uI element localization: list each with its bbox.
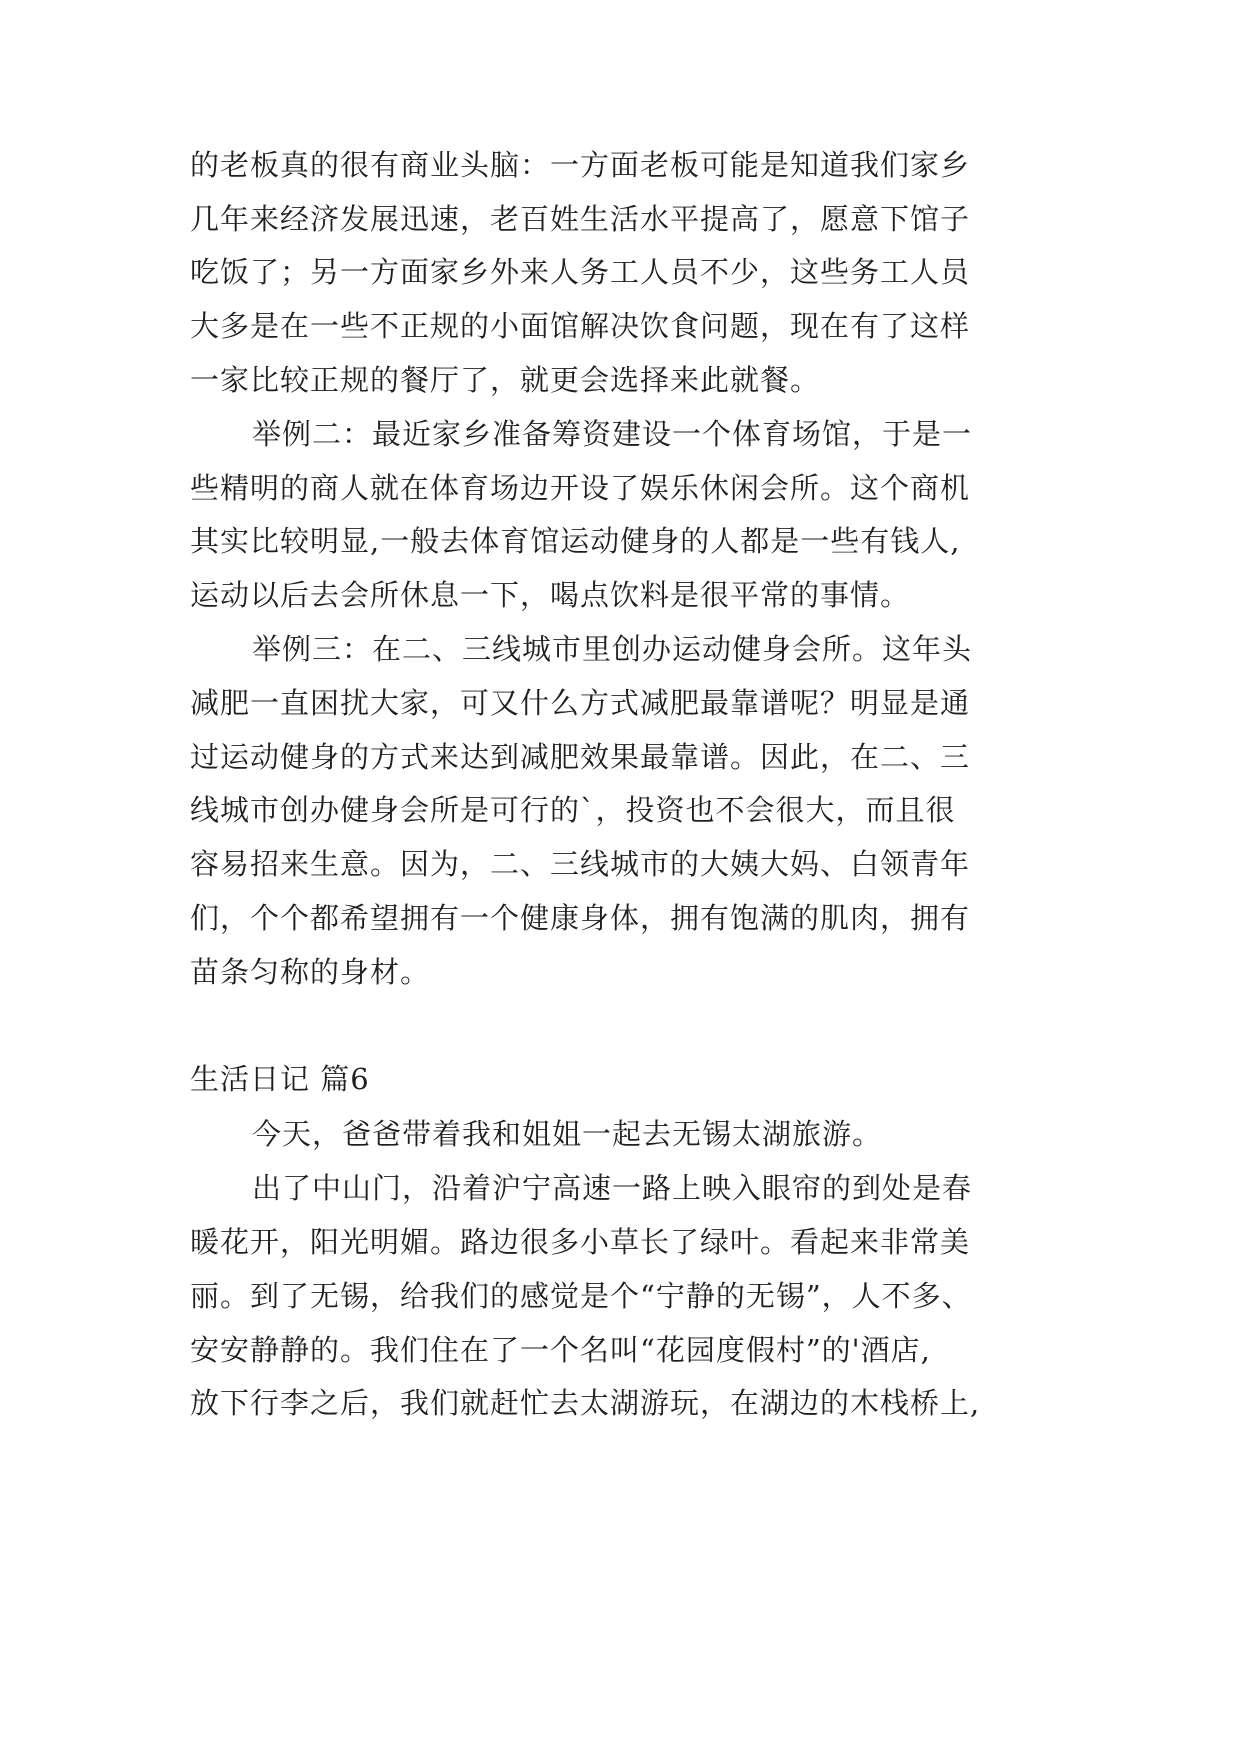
paragraph-line: 线城市创办健身会所是可行的`，投资也不会很大，而且很	[190, 793, 956, 827]
paragraph-line: 一家比较正规的餐厅了，就更会选择来此就餐。	[190, 363, 821, 397]
paragraph-line: 丽。到了无锡，给我们的感觉是个“宁静的无锡”，人不多、	[190, 1279, 972, 1313]
section-heading: 生活日记 篇6	[190, 1062, 370, 1096]
paragraph-line: 出了中山门，沿着沪宁高速一路上映入眼帘的到处是春	[252, 1171, 973, 1205]
paragraph-line: 们，个个都希望拥有一个健康身体，拥有饱满的肌肉，拥有	[190, 901, 971, 935]
paragraph-line: 大多是在一些不正规的小面馆解决饮食问题，现在有了这样	[190, 309, 971, 343]
paragraph-line: 运动以后去会所休息一下，喝点饮料是很平常的事情。	[190, 578, 911, 612]
paragraph-line: 暖花开，阳光明媚。路边很多小草长了绿叶。看起来非常美	[190, 1225, 971, 1259]
paragraph-line: 其实比较明显,一般去体育馆运动健身的人都是一些有钱人,	[190, 524, 961, 558]
paragraph-line: 吃饭了；另一方面家乡外来人务工人员不少，这些务工人员	[190, 255, 971, 289]
paragraph-line: 几年来经济发展迅速，老百姓生活水平提高了，愿意下馆子	[190, 202, 971, 236]
paragraph-line: 安安静静的。我们住在了一个名叫“花园度假村”的'酒店,	[190, 1333, 931, 1367]
paragraph-line: 苗条匀称的身材。	[190, 955, 431, 989]
paragraph-line: 些精明的商人就在体育场边开设了娱乐休闲会所。这个商机	[190, 471, 971, 505]
paragraph-line: 举例三：在二、三线城市里创办运动健身会所。这年头	[252, 632, 973, 666]
paragraph-line: 今天，爸爸带着我和姐姐一起去无锡太湖旅游。	[252, 1117, 883, 1151]
paragraph-line: 减肥一直困扰大家，可又什么方式减肥最靠谱呢？明显是通	[190, 686, 971, 720]
paragraph-line: 放下行李之后，我们就赶忙去太湖游玩，在湖边的木栈桥上,	[190, 1386, 981, 1420]
paragraph-line: 过运动健身的方式来达到减肥效果最靠谱。因此，在二、三	[190, 740, 971, 774]
paragraph-line: 的老板真的很有商业头脑：一方面老板可能是知道我们家乡	[190, 148, 971, 182]
paragraph-line: 容易招来生意。因为，二、三线城市的大姨大妈、白领青年	[190, 847, 971, 881]
paragraph-line: 举例二：最近家乡准备筹资建设一个体育场馆，于是一	[252, 417, 973, 451]
